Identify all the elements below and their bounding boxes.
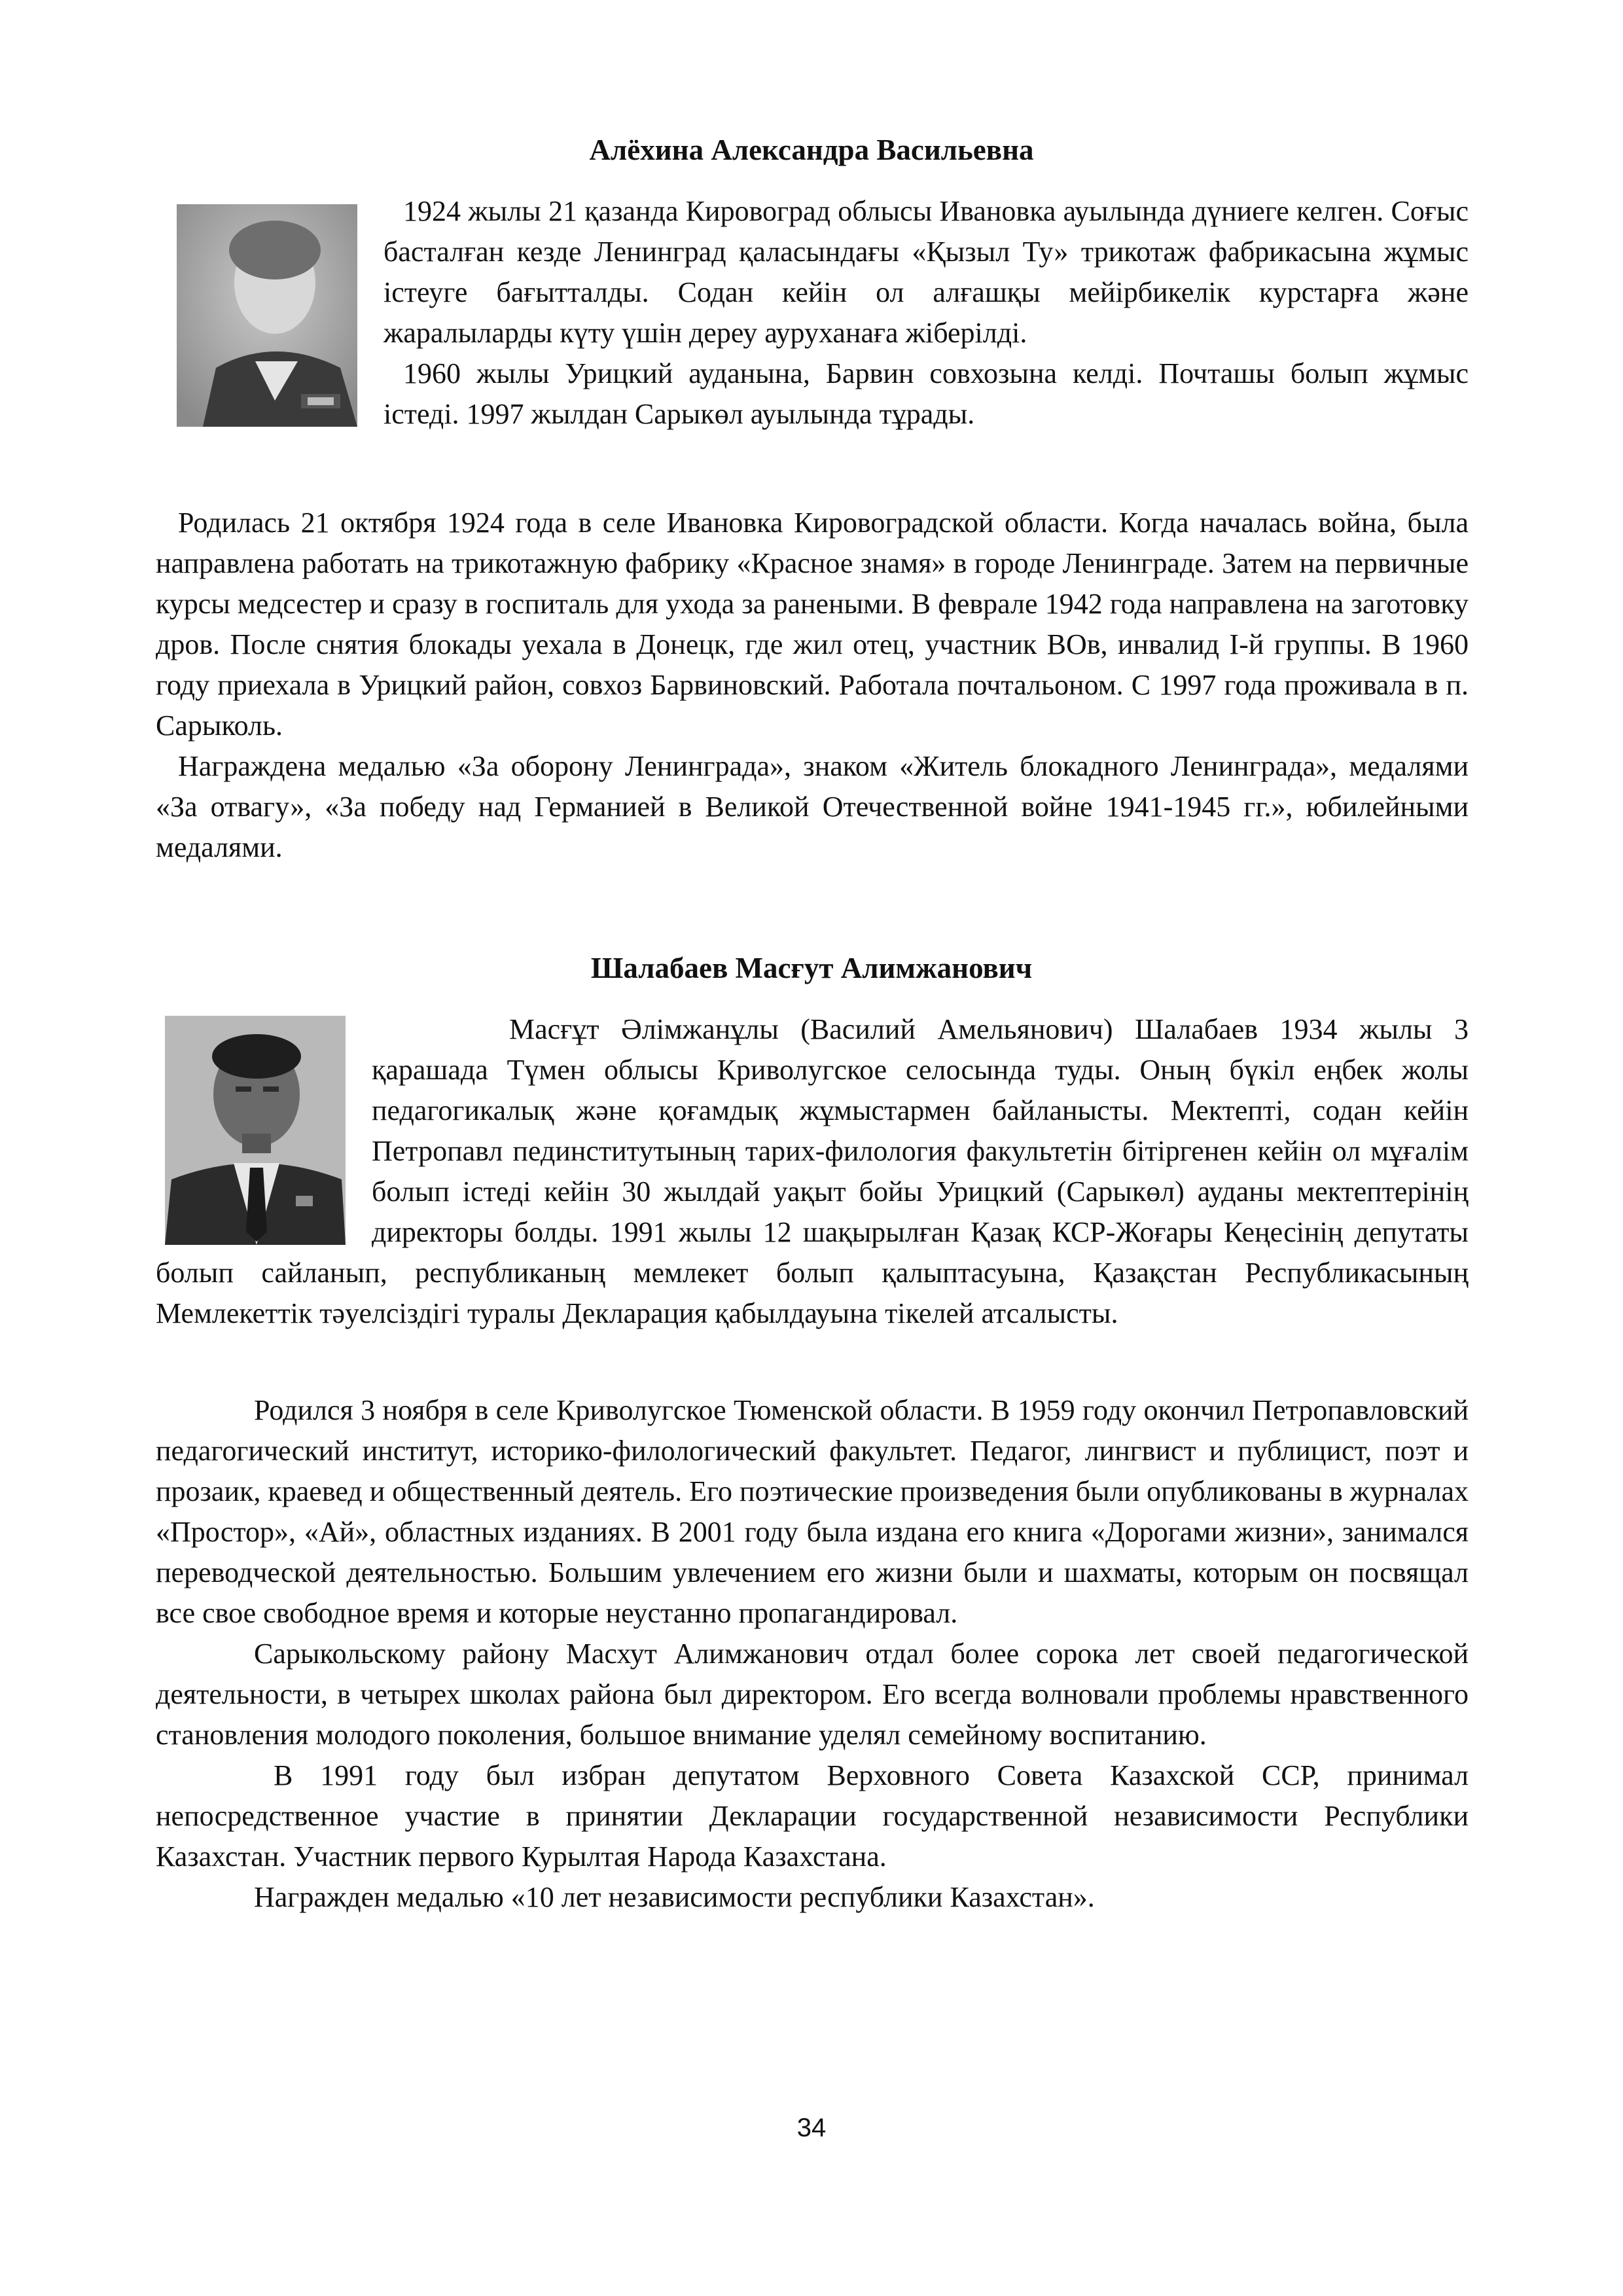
person1-kz-paragraph-2: 1960 жылы Урицкий ауданына, Барвин совхозына келді. Почташы болып жұмыс істеді. 1997 жылдан Сарыкөл ауылында тұрады. [383,357,1469,430]
person2-kz-section [156,1009,1469,1334]
person2-ru-paragraph-2: Сарыкольскому району Масхут Алимжанович отдал более сорока лет своей педагогической деятельности, в четырех школах района был директором. Его всегда волновали проблемы нравственного становления молодого поколения, большое внимание уделял семейному воспитанию. [156,1638,1469,1751]
person1-ru-paragraph-1: Родилась 21 октября 1924 года в селе Ивановка Кировоградской области. Когда началась война, была направлена работать на трикотажную фабрику «Красное знамя» в городе Ленинграде. Затем на первичные курсы медсестер и сразу в госпиталь для ухода за ранеными. В феврале 1942 года направлена на заготовку дров. После снятия блокады уехала в Донецк, где жил отец, участник ВОв, инвалид I-й группы. В 1960 году приехала в Урицкий район, совхоз Барвиновский. Работала почтальоном. С 1997 года проживала в п. Сарыколь. [156,507,1469,742]
person2-ru-paragraph-3: В 1991 году был избран депутатом Верховного Совета Казахской ССР, принимал непосредственное участие в принятии Декларации государственной независимости Республики Казахстан. Участник первого Курылтая Народа Казахстана. [156,1759,1469,1873]
person1-portrait-photo [177,204,357,427]
person1-ru-section [156,503,1469,868]
person1-ru-paragraph-2: Награждена медалью «За оборону Ленинграда», знаком «Житель блокадного Ленинграда», медалями «За отвагу», «За победу над Германией в Великой Отечественной войне 1941-1945 гг.», юбилейными медалями. [156,750,1469,863]
person2-kz-paragraph-1: Масғұт Әлімжанұлы (Василий Амельянович) Шалабаев 1934 жылы 3 қарашада Түмен облысы Криволугское селосында туды. Оның бүкіл еңбек жолы педагогикалық және қоғамдық жұмыстармен байланысты. Мектепті, содан кейін Петропавл пединститутының тарих-филология факультетін бітіргенен кейін ол мұғалім болып істеді кейін 30 жылдай уақыт бойы Урицкий (Сарыкөл) ауданы мектептерінің директоры болды. 1991 жылы 12 шақырылған Қазақ КСР-Жоғары Кеңесінің депутаты болып сайланып, республиканың мемлекет болып қалыптасуына, Қазақстан Республикасының Мемлекеттік тәуелсіздігі туралы Декларация қабылдауына тікелей атсалысты. [156,1013,1469,1329]
person2-ru-section [156,1390,1469,1918]
person2-ru-paragraph-4: Награжден медалью «10 лет независимости республики Казахстан». [254,1881,1095,1913]
person1-kz-section [156,191,1469,435]
person1-kz-paragraph-1: 1924 жылы 21 қазанда Кировоград облысы Ивановка ауылында дүниеге келген. Соғыс басталған кезде Ленинград қаласындағы «Қызыл Ту» трикотаж фабрикасына жұмыс істеуге бағытталды. Содан кейін ол алғашқы мейірбикелік курстарға және жаралыларды күту үшін дереу ауруханаға жіберілді. [383,195,1469,349]
person2-ru-paragraph-1: Родился 3 ноября в селе Криволугское Тюменской области. В 1959 году окончил Петропавловский педагогический институт, историко-филологический факультет. Педагог, лингвист и публицист, поэт и прозаик, краевед и общественный деятель. Его поэтические произведения были опубликованы в журналах «Простор», «Ай», областных изданиях. В 2001 году была издана его книга «Дорогами жизни», занимался переводческой деятельностью. Большим увлечением его жизни были и шахматы, которым он посвящал все свое свободное время и которые неустанно пропагандировал. [156,1394,1469,1629]
person1-name-heading: Алёхина Александра Васильевна [589,134,1034,166]
page-number: 34 [796,2113,827,2142]
person2-name-heading: Шалабаев Масғут Алимжанович [590,952,1033,984]
person2-portrait-photo [165,1016,346,1245]
